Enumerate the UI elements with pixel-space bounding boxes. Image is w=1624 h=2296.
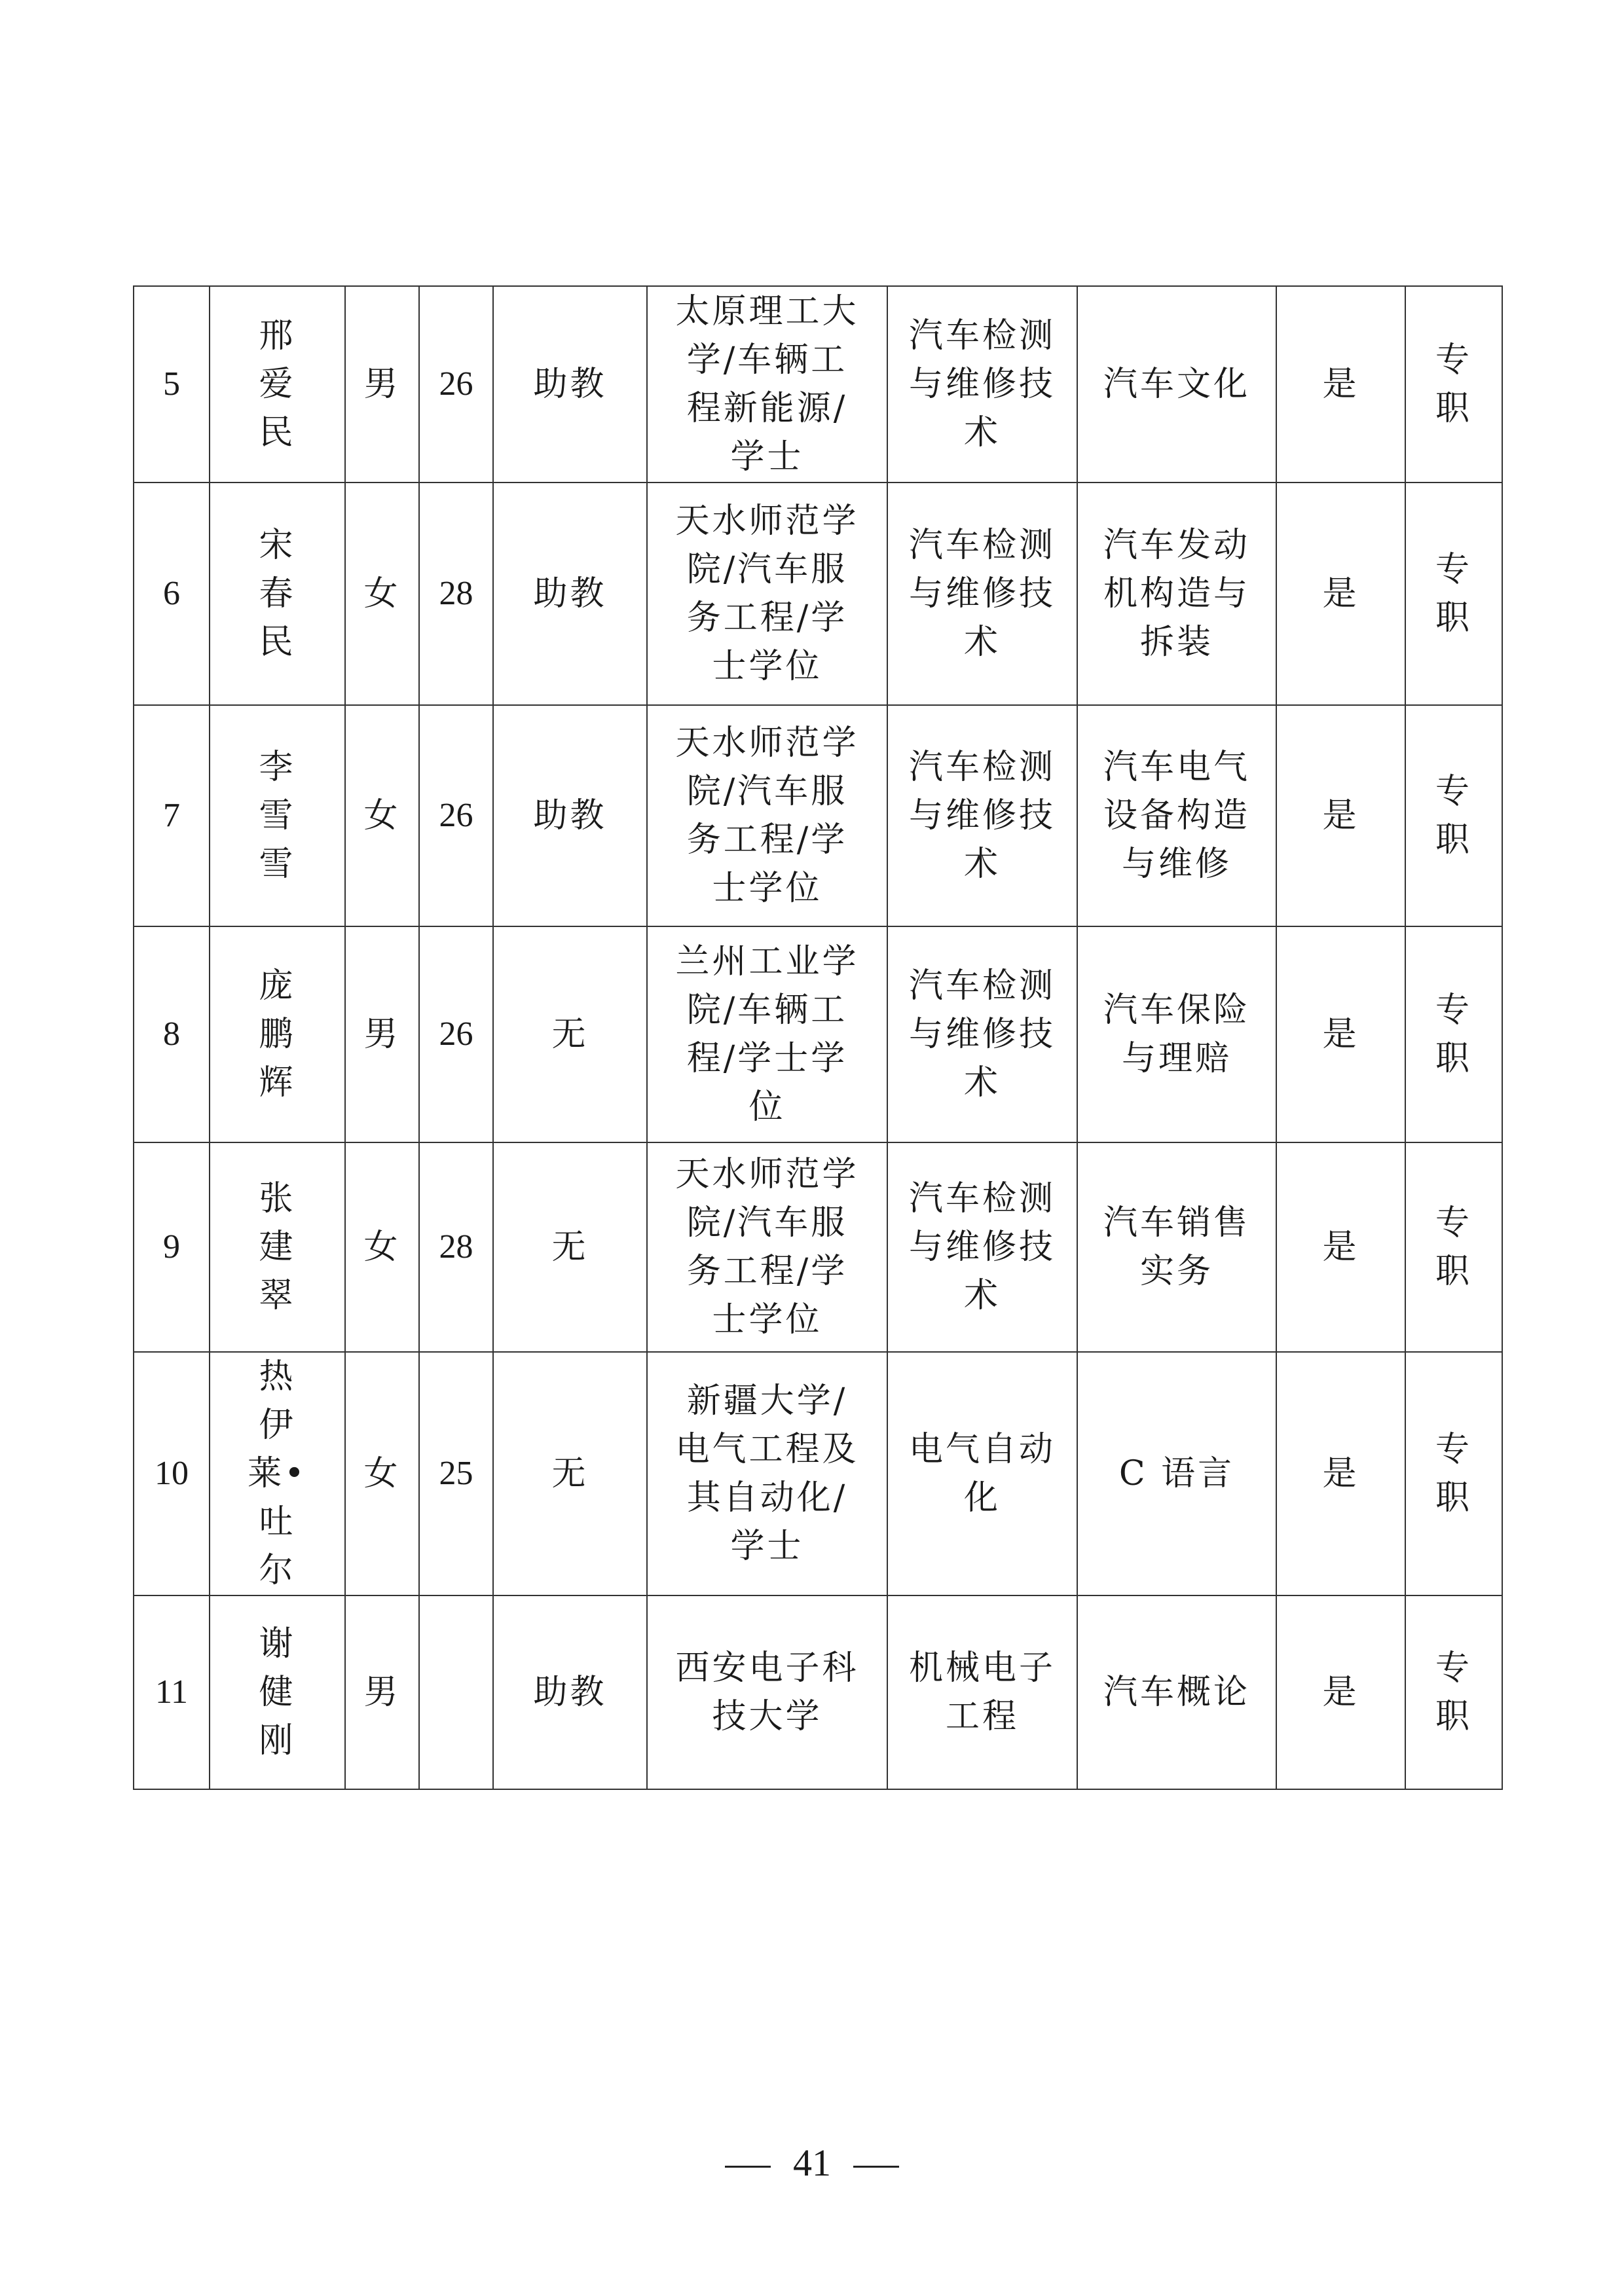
age: 25 xyxy=(419,1352,493,1595)
gender: 女 xyxy=(345,483,419,705)
course-taught: 汽车电气设备构造与维修 xyxy=(1077,705,1276,926)
age: 26 xyxy=(419,286,493,483)
qualified: 是 xyxy=(1276,483,1405,705)
teacher-name: 宋春民 xyxy=(210,483,345,705)
table-row xyxy=(134,286,1502,483)
teacher-name: 庞鹏辉 xyxy=(210,926,345,1142)
gender: 女 xyxy=(345,1142,419,1352)
row-number: 10 xyxy=(134,1352,210,1595)
major: 汽车检测与维修技术 xyxy=(887,483,1077,705)
row-number: 11 xyxy=(134,1595,210,1789)
employment-type: 专职 xyxy=(1405,286,1502,483)
table-row xyxy=(134,1352,1502,1595)
major: 汽车检测与维修技术 xyxy=(887,926,1077,1142)
qualified: 是 xyxy=(1276,705,1405,926)
major: 汽车检测与维修技术 xyxy=(887,286,1077,483)
education-background: 天水师范学院/汽车服务工程/学士学位 xyxy=(647,1142,887,1352)
footer-dash-left xyxy=(725,2166,771,2168)
employment-type: 专职 xyxy=(1405,1142,1502,1352)
course-taught: 汽车文化 xyxy=(1077,286,1276,483)
employment-type: 专职 xyxy=(1405,1352,1502,1595)
age: 26 xyxy=(419,705,493,926)
row-number: 9 xyxy=(134,1142,210,1352)
employment-type: 专职 xyxy=(1405,926,1502,1142)
staff-table xyxy=(133,285,1503,1790)
major: 电气自动化 xyxy=(887,1352,1077,1595)
course-taught: C 语言 xyxy=(1077,1352,1276,1595)
employment-type: 专职 xyxy=(1405,483,1502,705)
employment-type: 专职 xyxy=(1405,1595,1502,1789)
table-row xyxy=(134,705,1502,926)
table-row xyxy=(134,1142,1502,1352)
qualified: 是 xyxy=(1276,1595,1405,1789)
professional-title: 无 xyxy=(493,926,647,1142)
education-background: 西安电子科技大学 xyxy=(647,1595,887,1789)
table-row xyxy=(134,1595,1502,1789)
footer-dash-right xyxy=(853,2166,899,2168)
course-taught: 汽车销售实务 xyxy=(1077,1142,1276,1352)
professional-title: 助教 xyxy=(493,1595,647,1789)
teacher-name: 张建翠 xyxy=(210,1142,345,1352)
row-number: 6 xyxy=(134,483,210,705)
page-number: 41 xyxy=(793,2141,831,2184)
professional-title: 无 xyxy=(493,1352,647,1595)
qualified: 是 xyxy=(1276,926,1405,1142)
teacher-name: 李雪雪 xyxy=(210,705,345,926)
qualified: 是 xyxy=(1276,1142,1405,1352)
table-body xyxy=(134,286,1502,1789)
gender: 男 xyxy=(345,926,419,1142)
qualified: 是 xyxy=(1276,286,1405,483)
age xyxy=(419,1595,493,1789)
teacher-name: 邢爱民 xyxy=(210,286,345,483)
age: 26 xyxy=(419,926,493,1142)
qualified: 是 xyxy=(1276,1352,1405,1595)
education-background: 天水师范学院/汽车服务工程/学士学位 xyxy=(647,705,887,926)
gender: 男 xyxy=(345,286,419,483)
page-footer xyxy=(0,2141,1624,2185)
professional-title: 助教 xyxy=(493,705,647,926)
table-row xyxy=(134,483,1502,705)
row-number: 7 xyxy=(134,705,210,926)
table-row xyxy=(134,926,1502,1142)
row-number: 8 xyxy=(134,926,210,1142)
education-background: 新疆大学/电气工程及其自动化/学士 xyxy=(647,1352,887,1595)
gender: 女 xyxy=(345,1352,419,1595)
teacher-name: 谢健刚 xyxy=(210,1595,345,1789)
gender: 男 xyxy=(345,1595,419,1789)
teacher-name: 热伊莱•吐尔 xyxy=(210,1352,345,1595)
age: 28 xyxy=(419,1142,493,1352)
education-background: 太原理工大学/车辆工程新能源/学士 xyxy=(647,286,887,483)
gender: 女 xyxy=(345,705,419,926)
age: 28 xyxy=(419,483,493,705)
employment-type: 专职 xyxy=(1405,705,1502,926)
professional-title: 无 xyxy=(493,1142,647,1352)
education-background: 天水师范学院/汽车服务工程/学士学位 xyxy=(647,483,887,705)
education-background: 兰州工业学院/车辆工程/学士学位 xyxy=(647,926,887,1142)
major: 汽车检测与维修技术 xyxy=(887,1142,1077,1352)
professional-title: 助教 xyxy=(493,286,647,483)
major: 机械电子工程 xyxy=(887,1595,1077,1789)
professional-title: 助教 xyxy=(493,483,647,705)
course-taught: 汽车概论 xyxy=(1077,1595,1276,1789)
major: 汽车检测与维修技术 xyxy=(887,705,1077,926)
course-taught: 汽车保险与理赔 xyxy=(1077,926,1276,1142)
row-number: 5 xyxy=(134,286,210,483)
course-taught: 汽车发动机构造与拆装 xyxy=(1077,483,1276,705)
